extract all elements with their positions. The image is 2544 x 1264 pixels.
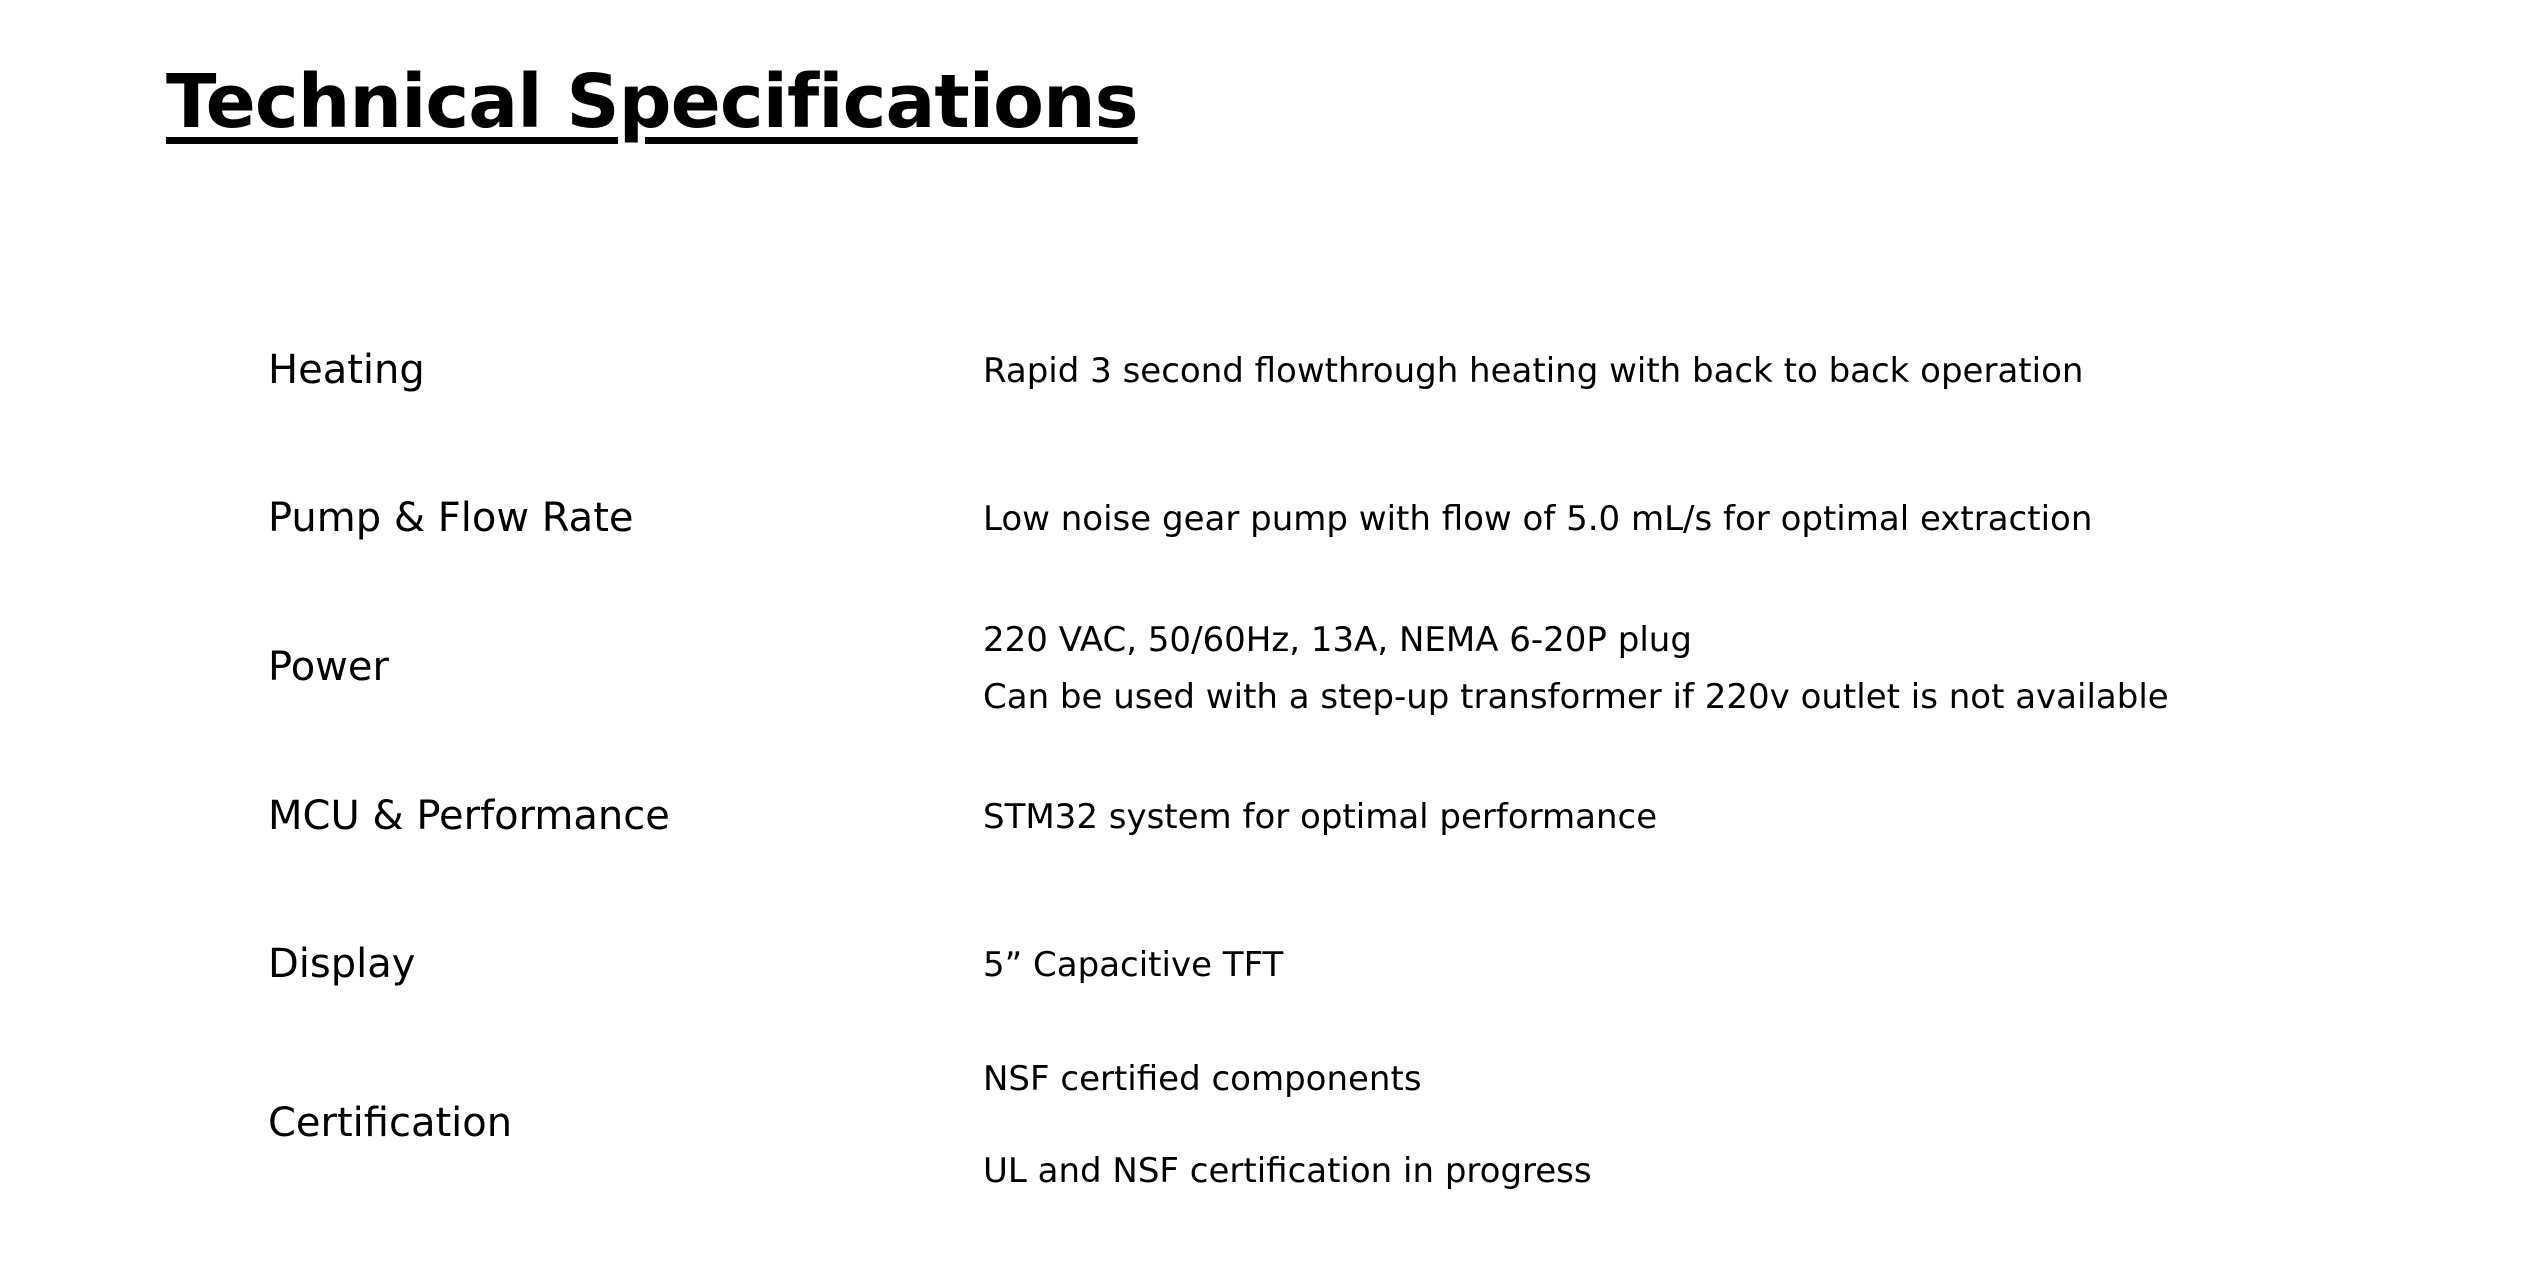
spec-value-pump-flow-rate: Low noise gear pump with flow of 5.0 mL/s for optimal extraction — [983, 499, 2093, 539]
page-title: Technical Specifications — [166, 59, 1138, 145]
spec-value-display: 5” Capacitive TFT — [983, 945, 1284, 985]
spec-value-heating: Rapid 3 second flowthrough heating with back to back operation — [983, 351, 2084, 391]
spec-value-mcu-performance: STM32 system for optimal performance — [983, 797, 1658, 837]
spec-value-power-line-2: Can be used with a step-up transformer if 220v outlet is not available — [983, 677, 2169, 717]
spec-value-power-line-1: 220 VAC, 50/60Hz, 13A, NEMA 6-20P plug — [983, 620, 1692, 660]
spec-label-power: Power — [268, 644, 389, 690]
spec-value-certification-line-1: NSF certified components — [983, 1059, 1422, 1099]
spec-label-certification: Certification — [268, 1100, 513, 1146]
spec-label-heating: Heating — [268, 347, 425, 393]
spec-value-certification-line-2: UL and NSF certification in progress — [983, 1151, 1592, 1191]
spec-label-pump-flow-rate: Pump & Flow Rate — [268, 495, 634, 541]
spec-label-display: Display — [268, 941, 416, 987]
spec-label-mcu-performance: MCU & Performance — [268, 793, 670, 839]
